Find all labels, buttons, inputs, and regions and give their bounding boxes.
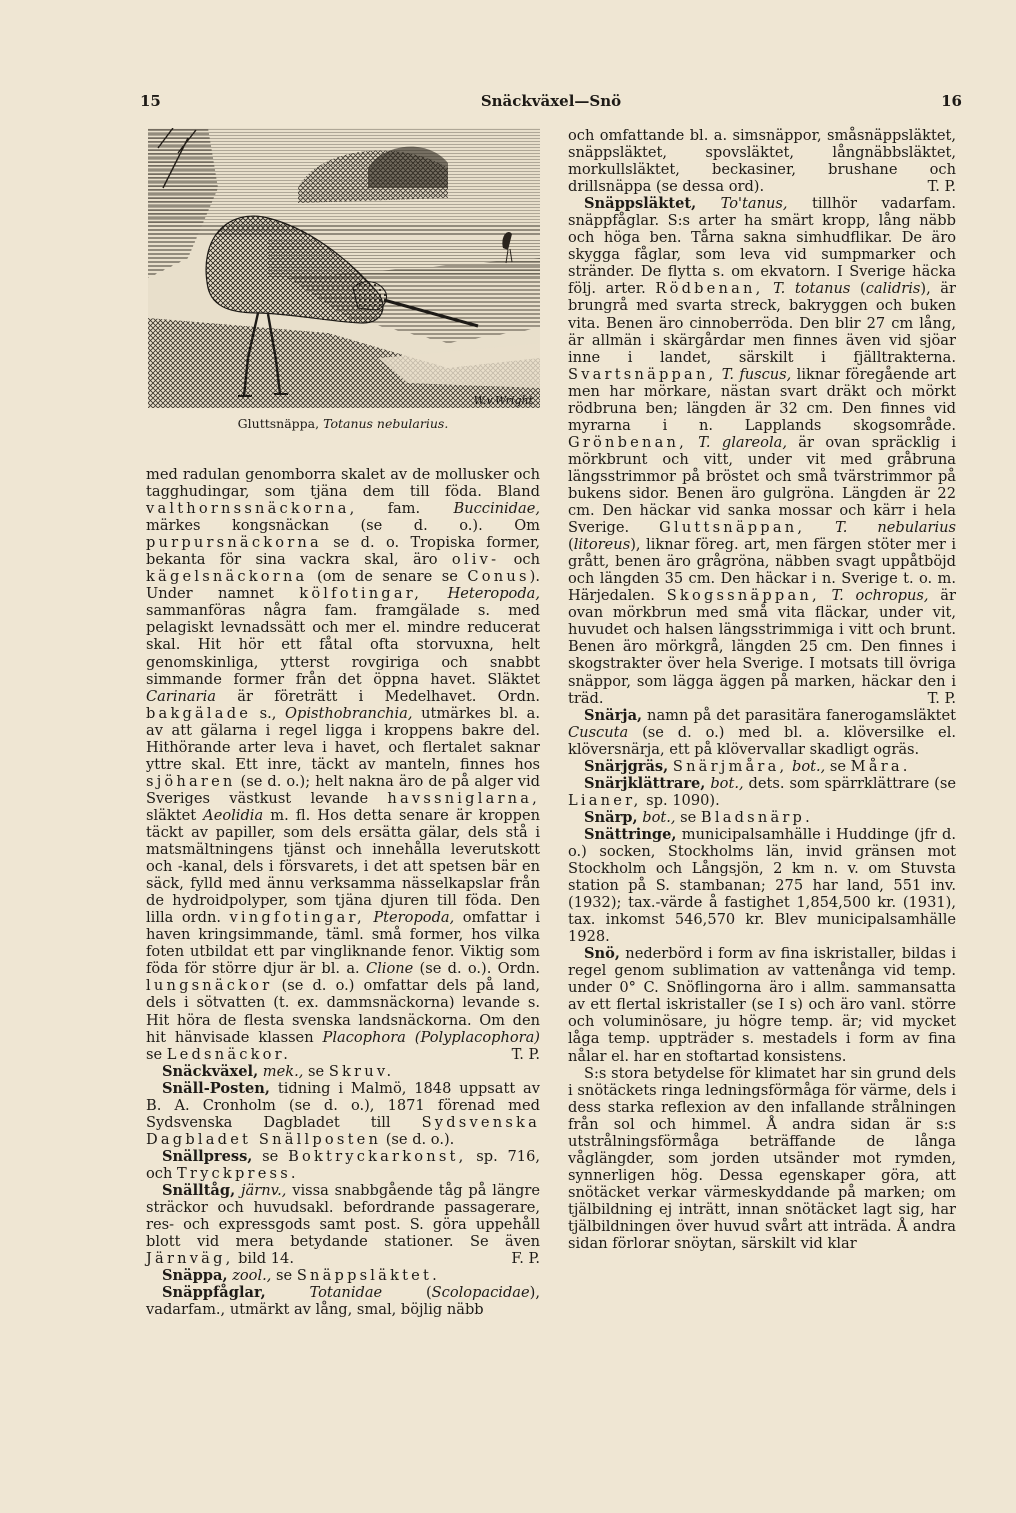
running-title: Snäckväxel—Snö [480,92,622,110]
entry-snarjklattrare: Snärjklättrare, bot., dets. som spärrklättrare (se Lianer, sp. 1090). [568,774,956,809]
entry-snalltag: Snälltåg, järnv., vissa snabbgående tåg på längre sträckor och huvudsakl. befordrande passagerare, res- och expressgods samt post. S. göra uppehåll blott vid mera betydande stationer. Se även Järnväg, bild 14. F. P. [146,1181,541,1268]
snappfaglar-continued: och omfattande bl. a. simsnäppor, småsnäppsläktet, snäppsläktet, spovsläktet, långnäbbsläktet, morkullsläktet, beckasiner, brushane och drillsnäppa (se dessa ord). T. P. [568,127,956,196]
page-number-left: 15 [140,92,161,110]
entry-snackvaxel: Snäckväxel, mek., se Skruv. [162,1062,395,1080]
entry-snarp: Snärp, bot., se Bladsnärp. [584,808,813,826]
entry-snarja: Snärja, namn på det parasitära fanerogamsläktet Cuscuta (se d. o.) med bl. a. klöversilke el. klöversnärja, ett på klövervallar skadligt ogräs. [568,706,956,758]
entry-snattringe: Snättringe, municipalsamhälle i Huddinge (jfr d. o.) socken, Stockholms län, invid gränsen mot Stockholm och Långsjön, 2 km n. v. om Stuvsta station på S. stambanan; 275 har land, 551 inv. (1932); tax.-värde å fastighet 1,854,500 kr. (1931), tax. inkomst 546,570 kr. Blev municipalsamhälle 1928. [568,825,956,946]
page-number-right: 16 [941,92,962,110]
right-column [568,127,956,1252]
bird-illustration [148,128,540,408]
engraver-signature: W.v.Wright [473,394,533,407]
entry-snallpress: Snällpress, se Boktryckarkonst, sp. 716, och Tryckpress. [146,1147,540,1182]
mollusk-paragraph: med radulan genomborra skalet av de mollusker och tagghudingar, som tjäna dem till föda. Bland valthornssnäckorna, fam. Buccinidae, märkes kongsnäckan (se d. o.). Om purpursnäckorna se d. o. Tropiska former, bekanta för sina vackra skal, äro oliv- och kägelsnäckorna (om de senare se Conus). Under namnet kölfotingar, Heteropoda, sammanföras några fam. framgälade s. med pelagiskt levnadssätt och mer el. mindre reducerat skal. Hit hör ett fåtal ofta storvuxna, helt genomskinliga, ytterst rovgiriga och snabbt simmande former från det öppna havet. Släktet Carinaria är företrätt i Medelhavet. Ordn. bakgälade s., Opisthobranchia, utmärkes bl. a. av att gälarna i regel ligga i kroppens bakre del. Hithörande arter leva i havet, och flertalet saknar yttre skal. Ett inre, täckt av manteln, finnes hos sjöharen (se d. o.); helt nakna äro de på alger vid Sveriges västkust levande havssniglarna, släktet Aeolidia m. fl. Hos detta senare är kroppen täckt av papiller, som dels ersätta gälar, dels stå i matsmältningens tjänst och innehålla leverutskott och -kanal, dels i försvarets, i det att spetsen bär en säck, fylld med ännu verksamma nässelkapslar från de hydroidpolyper, som tjäna djuren till föda. Den lilla ordn. vingfotingar, Pteropoda, omfattar i haven kringsimmande, täml. små former, hos vilka foten utbildat ett par vingliknande fenor. Viktig som föda för större djur är bl. a. Clione (se d. o.). Ordn. lungsnäckor (se d. o.) omfattar dels på land, dels i sötvatten (t. ex. dammsnäckorna) levande s. Hit höra de flesta svenska landsnäckorna. Om den hit hänvisade klassen Placophora (Polyplacophora) se Ledsnäckor. T. P. [146,466,541,1063]
entry-snappa: Snäppa, zool., se Snäppsläktet. [162,1267,440,1285]
sno-climate-paragraph: S:s stora betydelse för klimatet har sin grund dels i snötäckets ringa ledningsförmåga för värme, dels i dess starka reflexion av den infallande strålningen från sol och himmel. Å andra sidan är s:s utstrålningsförmåga beträffande de långa våglängder, som jorden utsänder mot rymden, synnerligen hög. Dessa egenskaper göra, att snötäcket verkar värmeskyddande på marken; om tjälbildning ej inträtt, innan snötäcket lagt sig, har tjälbildningen över huvud svårt att inträda. Å andra sidan förlorar snöytan, särskilt vid klar [568,1064,956,1253]
caption-common-name: Gluttsnäppa, [237,416,324,431]
engraving-svg [148,128,540,408]
entry-snappslaktet: Snäppsläktet, To'tanus, tillhör vadarfam. snäppfåglar. S:s arter ha smärt kropp, lång näbb och höga ben. Tårna sakna simhudflikar. De äro skygga fåglar, som leva vid sumpmarker och stränder. De flytta s. om ekvatorn. I Sverige häcka följ. arter. Rödbenan, T. totanus (calidris), är brungrå med svarta streck, bakryggen och buken vita. Benen äro cinnoberröda. Den blir 27 cm lång, är allmän i skärgårdar men finnes även vid sjöar inne i landet, särskilt i fjälltrakterna. Svartsnäppan, T. fuscus, liknar föregående art men har mörkare, nästan svart dräkt och mörkt rödbruna ben; längden är 32 cm. Den finnes vid myrarna i n. Lapplands skogsområde. Grönbenan, T. glareola, är ovan spräcklig i mörkbrunt och vitt, under vit med gråbruna längsstrimmor på bröstet och små tvärstrimmor på bukens sidor. Benen äro gulgröna. Längden är 22 cm. Den häckar vid sanka mossar och kärr i hela Sverige. Gluttsnäppan, T. nebularius (litoreus), liknar föreg. art, men färgen stöter mer i grått, benen äro grågröna, näbben svagt uppåtböjd och längden 35 cm. Den häckar i n. Sverige t. o. m. Härjedalen. Skogssnäppan, T. ochropus, är ovan mörkbrun med små vita fläckar, under vit, huvudet och halsen längsstrimmiga i vitt och brunt. Benen äro mörkgrå, längden 25 cm. Den finnes i skogstrakter över hela Sverige. I motsats till övriga snäppor, som lägga äggen på marken, häckar den i träd. T. P. [568,195,957,707]
entry-sno: Snö, nederbörd i form av fina iskristaller, bildas i regel genom sublimation av vattenånga vid temp. under 0° C. Snöflingorna äro i allm. sammansatta av ett flertal iskristaller (se I s) och äro vanl. större och voluminösare, ju högre temp. är; vid mycket låga temp. uppträder s. mestadels i form av fina nålar el. har en stoftartad konsistens. [568,945,956,1065]
entry-snarjgras: Snärjgräs, Snärjmåra, bot., se Måra. [584,757,911,775]
page-header [140,92,962,114]
entry-snall-posten: Snäll-Posten, tidning i Malmö, 1848 uppsatt av B. A. Cronholm (se d. o.), 1871 förenad med Sydsvenska Dagbladet till Sydsvenska Dagbladet Snällposten (se d. o.). [146,1079,540,1148]
figure-caption [146,416,540,431]
left-column [146,466,540,1318]
caption-latin-name: Totanus nebularius. [323,416,449,431]
entry-snappfaglar: Snäppfåglar, Totanidae (Scolopacidae), vadarfam., utmärkt av lång, smal, böjlig näbb [146,1284,540,1319]
